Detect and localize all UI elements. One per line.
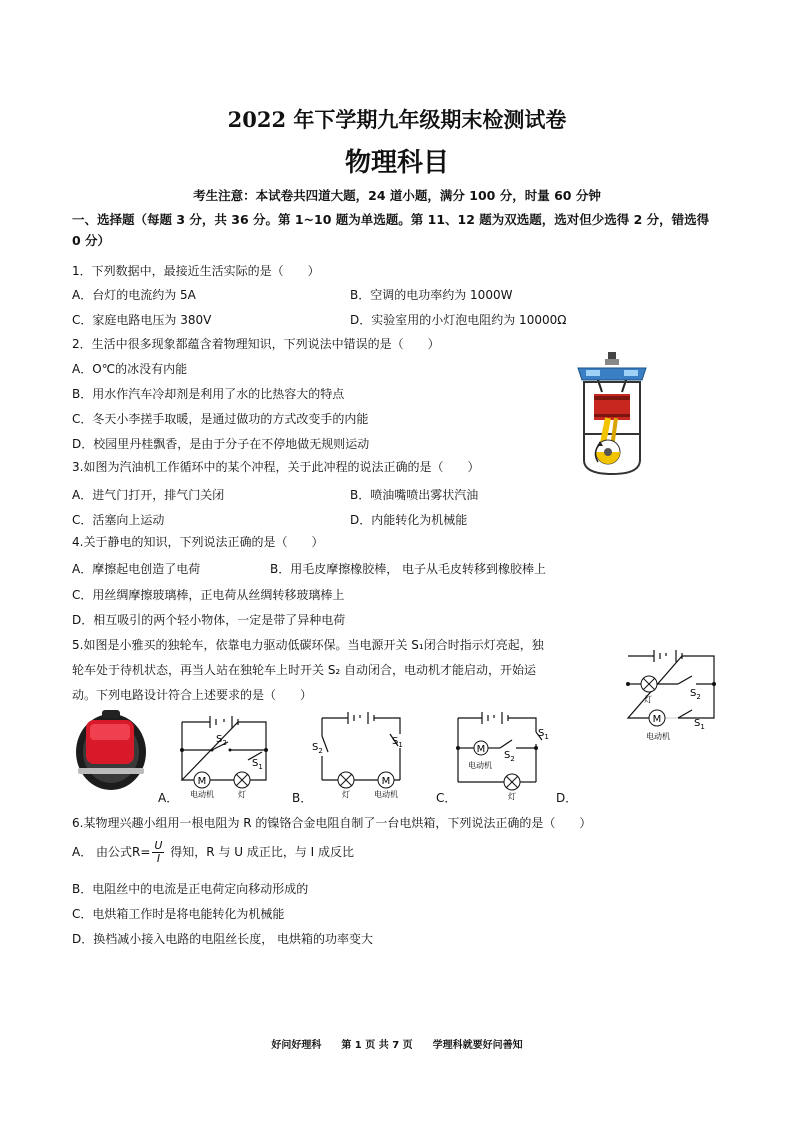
q4-option-d: D．相互吸引的两个轻小物体，一定是带了异种电荷 (72, 613, 346, 627)
q2-option-d: D．校园里丹桂飘香，是由于分子在不停地做无规则运动 (72, 437, 370, 451)
q3-option-d: D．内能转化为机械能 (350, 513, 468, 527)
q1-stem: 1．下列数据中，最接近生活实际的是（ ） (72, 264, 320, 278)
q4-option-c: C．用丝绸摩擦玻璃棒，正电荷从丝绸转移玻璃棒上 (72, 588, 345, 602)
circuit-a (176, 708, 276, 800)
q6-option-a (72, 840, 354, 865)
q6-option-c: C．电烘箱工作时是将电能转化为机械能 (72, 907, 285, 921)
motor-label: 电动机 (374, 790, 398, 799)
motor-symbol: M (381, 776, 391, 787)
motor-symbol: M (652, 714, 662, 725)
q5-line1: 5.如图是小雅买的独轮车，依靠电力驱动低碳环保。当电源开关 S₁闭合时指示灯亮起，独 (72, 638, 544, 652)
unicycle-picture (72, 706, 150, 792)
q6-option-b: B．电阻丝中的电流是正电荷定向移动形成的 (72, 882, 309, 896)
fraction-denominator: I (156, 852, 161, 865)
q3-option-a: A．进气门打开，排气门关闭 (72, 488, 225, 502)
q5-option-a: A． (158, 791, 179, 805)
q1-option-d: D．实验室用的小灯泡电阻约为 10000Ω (350, 313, 567, 327)
q4-stem: 4.关于静电的知识，下列说法正确的是（ ） (72, 535, 324, 549)
q6-option-a-suffix: 得知，R 与 U 成正比，与 I 成反比 (166, 845, 355, 859)
q5-option-c: C． (436, 791, 457, 805)
ohms-law-fraction (152, 840, 164, 865)
exam-notice: 考生注意：本试卷共四道大题，24 道小题，满分 100 分，时量 60 分钟 (193, 188, 601, 203)
q5-option-b: B． (292, 791, 313, 805)
lamp-label: 灯 (644, 695, 652, 704)
q6-option-d: D．换档减小接入电路的电阻丝长度， 电烘箱的功率变大 (72, 932, 374, 946)
circuit-c (452, 706, 552, 800)
q3-option-b: B．喷油嘴喷出雾状汽油 (350, 488, 479, 502)
lamp-label: 灯 (238, 790, 246, 799)
switch-s2-label: $S_2$ (690, 688, 701, 701)
motor-label: 电动机 (190, 790, 214, 799)
q5-line2: 轮车处于待机状态，再当人站在独轮车上时开关 S₂ 自动闭合，电动机才能启动，开始运 (72, 663, 537, 677)
q2-option-a: A．O℃的冰没有内能 (72, 362, 188, 376)
motor-label: 电动机 (646, 732, 670, 741)
q3-option-c: C．活塞向上运动 (72, 513, 165, 527)
motor-symbol: M (197, 776, 207, 787)
q2-option-b: B．用水作汽车冷却剂是利用了水的比热容大的特点 (72, 387, 345, 401)
q1-option-c: C．家庭电路电压为 380V (72, 313, 212, 327)
q1-option-a: A．台灯的电流约为 5A (72, 288, 196, 302)
q5-option-d: D． (556, 791, 578, 805)
q4-option-b: B．用毛皮摩擦橡胶棒， 电子从毛皮转移到橡胶棒上 (270, 562, 547, 576)
lamp-label: 灯 (508, 792, 516, 800)
q6-option-a-prefix: A． 由公式R= (72, 845, 151, 859)
switch-s1-label: $S_1$ (392, 736, 403, 749)
q1-option-b: B．空调的电功率约为 1000W (350, 288, 513, 302)
circuit-d (622, 640, 722, 744)
fraction-numerator: U (154, 839, 163, 852)
switch-s1-label: $S_1$ (252, 758, 263, 771)
switch-s2-label: $S_2$ (312, 742, 323, 755)
q5-line3: 动。下列电路设计符合上述要求的是（ ） (72, 688, 313, 702)
lamp-label: 灯 (342, 790, 350, 799)
switch-s1-label: $S_1$ (694, 718, 705, 731)
page-footer: 好问好理科 第 1 页 共 7 页 学理科就要好问善知 (271, 1040, 523, 1051)
switch-s2-label: $S_2$ (216, 734, 227, 747)
q2-option-c: C．冬天小李搓手取暖，是通过做功的方式改变手的内能 (72, 412, 369, 426)
switch-s2-label: $S_2$ (504, 750, 515, 763)
engine-stroke-figure (572, 352, 652, 480)
subject-title: 物理科目 (344, 148, 449, 178)
section-heading: 一、选择题（每题 3 分，共 36 分。第 1~10 题为单选题。第 11、12 题为双选题，选对但少选得 2 分，错选得 0 分） (72, 212, 710, 248)
motor-symbol: M (476, 744, 486, 755)
q6-stem: 6.某物理兴趣小组用一根电阻为 R 的镍铬合金电阻自制了一台电烘箱，下列说法正确的是（ ） (72, 816, 592, 830)
circuit-b (308, 706, 408, 800)
exam-title: 2022 年下学期九年级期末检测试卷 (227, 107, 567, 132)
motor-label: 电动机 (468, 761, 492, 770)
switch-s1-label: $S_1$ (538, 728, 549, 741)
q2-stem: 2．生活中很多现象都蕴含着物理知识，下列说法中错误的是（ ） (72, 337, 440, 351)
q4-option-a: A．摩擦起电创造了电荷 (72, 562, 201, 576)
q3-stem: 3.如图为汽油机工作循环中的某个冲程，关于此冲程的说法正确的是（ ） (72, 460, 480, 474)
